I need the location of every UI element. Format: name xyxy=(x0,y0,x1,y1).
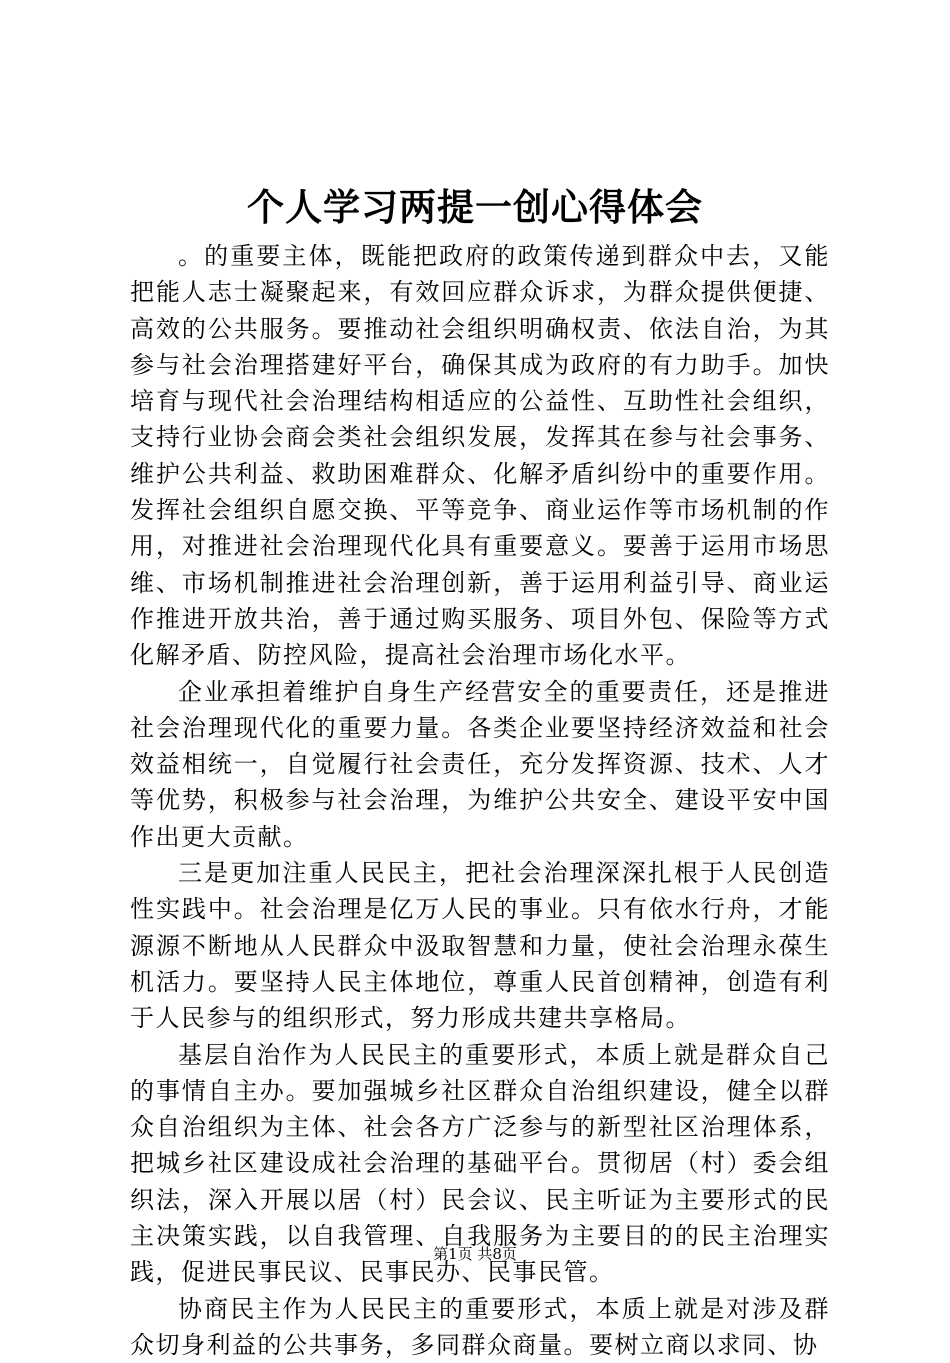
paragraph: 基层自治作为人民民主的重要形式，本质上就是群众自己的事情自主办。要加强城乡社区群众自治组织建设，健全以群众自治组织为主体、社会各方广泛参与的新型社区治理体系，把城乡社区建设成社会治理的基础平台。贯彻居（村）委会组织法，深入开展以居（村）民会议、民主听证为主要形式的民主决策实践，以自我管理、自我服务为主要目的的民主治理实践，促进民事民议、民事民办、民事民管。 xyxy=(130,1040,830,1287)
paragraph: 。的重要主体，既能把政府的政策传递到群众中去，又能把能人志士凝聚起来，有效回应群众诉求，为群众提供便捷、高效的公共服务。要推动社会组织明确权责、依法自治，为其参与社会治理搭建好平台，确保其成为政府的有力助手。加快培育与现代社会治理结构相适应的公益性、互助性社会组织，支持行业协会商会类社会组织发展，发挥其在参与社会事务、维护公共利益、救助困难群众、化解矛盾纠纷中的重要作用。发挥社会组织自愿交换、平等竞争、商业运作等市场机制的作用，对推进社会治理现代化具有重要意义。要善于运用市场思维、市场机制推进社会治理创新，善于运用利益引导、商业运作推进开放共治，善于通过购买服务、项目外包、保险等方式化解矛盾、防控风险，提高社会治理市场化水平。 xyxy=(130,242,830,670)
paragraph: 协商民主作为人民民主的重要形式，本质上就是对涉及群众切身利益的公共事务，多同群众商量。要树立商以求同、协 xyxy=(130,1294,830,1359)
paragraph: 企业承担着维护自身生产经营安全的重要责任，还是推进社会治理现代化的重要力量。各类企业要坚持经济效益和社会效益相统一，自觉履行社会责任，充分发挥资源、技术、人才等优势，积极参与社会治理，为维护公共安全、建设平安中国作出更大贡献。 xyxy=(130,677,830,851)
page-number-footer: 第1页 共8页 xyxy=(433,1245,517,1263)
paragraph: 三是更加注重人民民主，把社会治理深深扎根于人民创造性实践中。社会治理是亿万人民的事业。只有依水行舟，才能源源不断地从人民群众中汲取智慧和力量，使社会治理永葆生机活力。要坚持人民主体地位，尊重人民首创精神，创造有利于人民参与的组织形式，努力形成共建共享格局。 xyxy=(130,859,830,1033)
document-title: 个人学习两提一创心得体会 xyxy=(247,185,703,229)
document-body xyxy=(130,238,830,1363)
